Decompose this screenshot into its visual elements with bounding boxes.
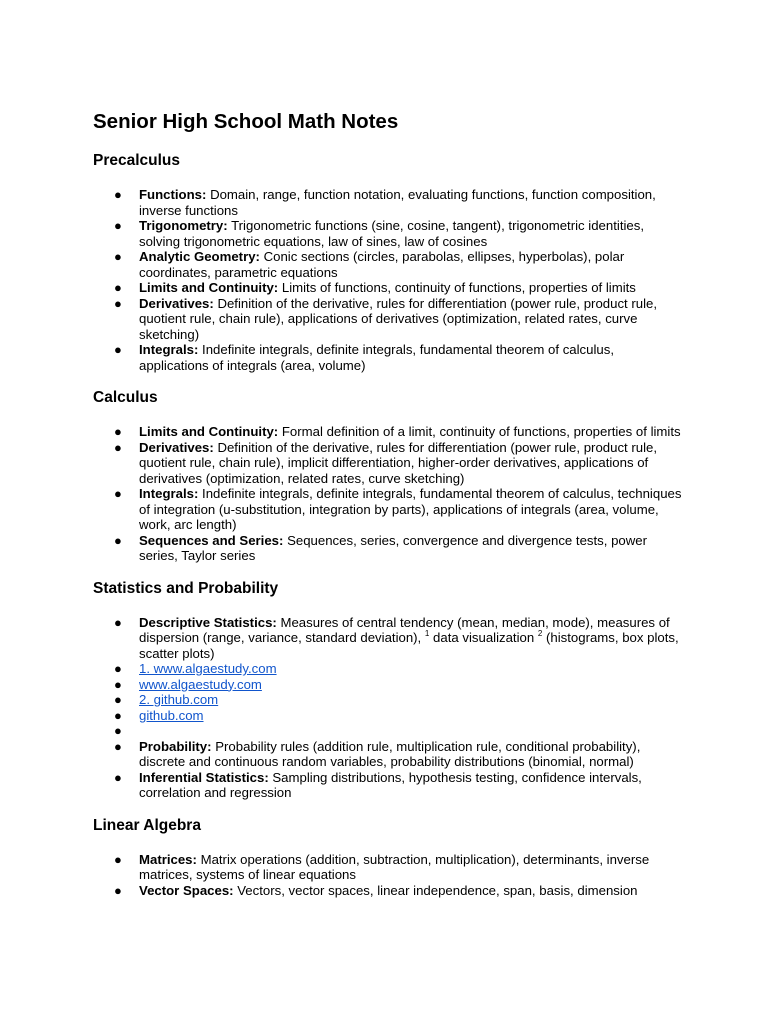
list-item xyxy=(93,739,683,770)
bullet-icon: ● xyxy=(114,532,122,548)
bullet-icon: ● xyxy=(114,424,122,439)
item-desc: Measures of central tendency (mean, median, mode), measures of dispersion (range, variance, standard deviation), xyxy=(139,614,670,645)
item-term: Limits and Continuity: xyxy=(139,424,279,439)
bullet-icon: ● xyxy=(114,218,122,233)
item-term: Analytic Geometry: xyxy=(139,249,260,264)
item-desc: Limits of functions, continuity of functions, properties of limits xyxy=(281,280,636,295)
bullet-icon: ● xyxy=(114,280,122,295)
list-item xyxy=(93,486,683,533)
item-term: Integrals: xyxy=(139,342,199,357)
calculus-list xyxy=(93,424,683,564)
link-github-1[interactable]: 2. github.com xyxy=(139,692,219,707)
item-desc: Conic sections (circles, parabolas, ellipses, hyperbolas), polar coordinates, parametric equations xyxy=(139,249,625,280)
list-item xyxy=(93,661,683,677)
bullet-icon: ● xyxy=(114,486,122,501)
item-term: Sequences and Series: xyxy=(139,532,284,548)
list-item xyxy=(93,218,683,249)
bullet-icon: ● xyxy=(114,676,122,692)
item-term: Integrals: xyxy=(139,486,199,501)
item-desc: Domain, range, function notation, evaluating functions, function composition, inverse functions xyxy=(139,187,656,218)
item-desc: data visualization xyxy=(433,630,535,645)
list-item xyxy=(93,677,683,693)
item-desc: Vectors, vector spaces, linear independence, span, basis, dimension xyxy=(237,882,638,898)
item-term: Functions: xyxy=(139,187,207,202)
precalculus-list xyxy=(93,187,683,373)
item-term: Derivatives: xyxy=(139,295,214,311)
list-item xyxy=(93,296,683,343)
item-desc: Definition of the derivative, rules for differentiation (power rule, product rule, quotient rule, chain rule), implicit differentiation, higher-order derivatives, applications of derivatives (optimization, related rates, curve sketching) xyxy=(139,439,658,486)
item-desc: Indefinite integrals, definite integrals, fundamental theorem of calculus, techniques of integration (u-substitution, integration by parts), applications of integrals (area, volume, work, arc length) xyxy=(139,486,682,532)
bullet-icon: ● xyxy=(114,614,122,630)
item-desc: Formal definition of a limit, continuity of functions, properties of limits xyxy=(281,424,681,439)
section-heading-statistics: Statistics and Probability xyxy=(93,579,279,597)
bullet-icon: ● xyxy=(114,707,122,723)
item-desc: Indefinite integrals, definite integrals, fundamental theorem of calculus, applications of integrals (area, volume) xyxy=(139,342,615,373)
list-item xyxy=(93,692,683,708)
item-term: Inferential Statistics: xyxy=(139,769,269,785)
link-github-2[interactable]: github.com xyxy=(139,707,204,723)
bullet-icon: ● xyxy=(114,738,122,754)
bullet-icon: ● xyxy=(114,187,122,202)
list-item xyxy=(93,280,683,296)
list-item xyxy=(93,249,683,280)
item-term: Matrices: xyxy=(139,851,197,867)
list-item xyxy=(93,187,683,218)
section-heading-linear-algebra: Linear Algebra xyxy=(93,816,201,834)
list-item xyxy=(93,770,683,801)
link-algaestudy-2[interactable]: www.algaestudy.com xyxy=(139,676,262,692)
bullet-icon: ● xyxy=(114,851,122,867)
bullet-icon: ● xyxy=(114,439,122,455)
list-item xyxy=(93,533,683,564)
item-desc: Trigonometric functions (sine, cosine, tangent), trigonometric identities, solving trigonometric equations, law of sines, law of cosines xyxy=(139,218,645,249)
bullet-icon: ● xyxy=(114,769,122,785)
bullet-icon: ● xyxy=(114,295,122,311)
statistics-list xyxy=(93,615,683,801)
list-item xyxy=(93,883,683,899)
item-term: Trigonometry: xyxy=(139,218,228,233)
bullet-icon: ● xyxy=(114,723,122,738)
footnote-ref-1[interactable]: 1 xyxy=(424,629,430,638)
linear-algebra-list xyxy=(93,852,683,899)
item-term: Limits and Continuity: xyxy=(139,280,279,295)
list-item xyxy=(93,615,683,662)
list-item xyxy=(93,424,683,440)
list-item xyxy=(93,852,683,883)
list-item-empty xyxy=(93,723,683,739)
item-term: Vector Spaces: xyxy=(139,882,234,898)
item-desc: Sampling distributions, hypothesis testing, confidence intervals, correlation and regression xyxy=(139,769,642,800)
link-algaestudy-1[interactable]: 1. www.algaestudy.com xyxy=(139,661,277,676)
item-desc: Sequences, series, convergence and divergence tests, power series, Taylor series xyxy=(139,532,648,563)
bullet-icon: ● xyxy=(114,661,122,676)
bullet-icon: ● xyxy=(114,342,122,357)
item-desc: Matrix operations (addition, subtraction, multiplication), determinants, inverse matrices, systems of linear equations xyxy=(139,851,650,882)
footnote-ref-2[interactable]: 2 xyxy=(537,629,543,638)
list-item xyxy=(93,440,683,487)
document-page xyxy=(93,108,683,898)
item-desc: (histograms, box plots, scatter plots) xyxy=(139,630,679,661)
item-term: Probability: xyxy=(139,738,212,754)
section-heading-precalculus: Precalculus xyxy=(93,152,181,169)
page-title: Senior High School Math Notes xyxy=(93,110,399,133)
item-term: Derivatives: xyxy=(139,439,214,455)
bullet-icon: ● xyxy=(114,692,122,707)
list-item xyxy=(93,342,683,373)
bullet-icon: ● xyxy=(114,882,122,898)
item-term: Descriptive Statistics: xyxy=(139,614,277,630)
list-item xyxy=(93,708,683,724)
item-desc: Probability rules (addition rule, multiplication rule, conditional probability), discrete and continuous random variables, probability distributions (binomial, normal) xyxy=(139,738,641,769)
section-heading-calculus: Calculus xyxy=(93,389,158,406)
item-desc: Definition of the derivative, rules for differentiation (power rule, product rule, quotient rule, chain rule), applications of derivatives (optimization, related rates, curve sketching) xyxy=(139,295,658,342)
bullet-icon: ● xyxy=(114,249,122,264)
